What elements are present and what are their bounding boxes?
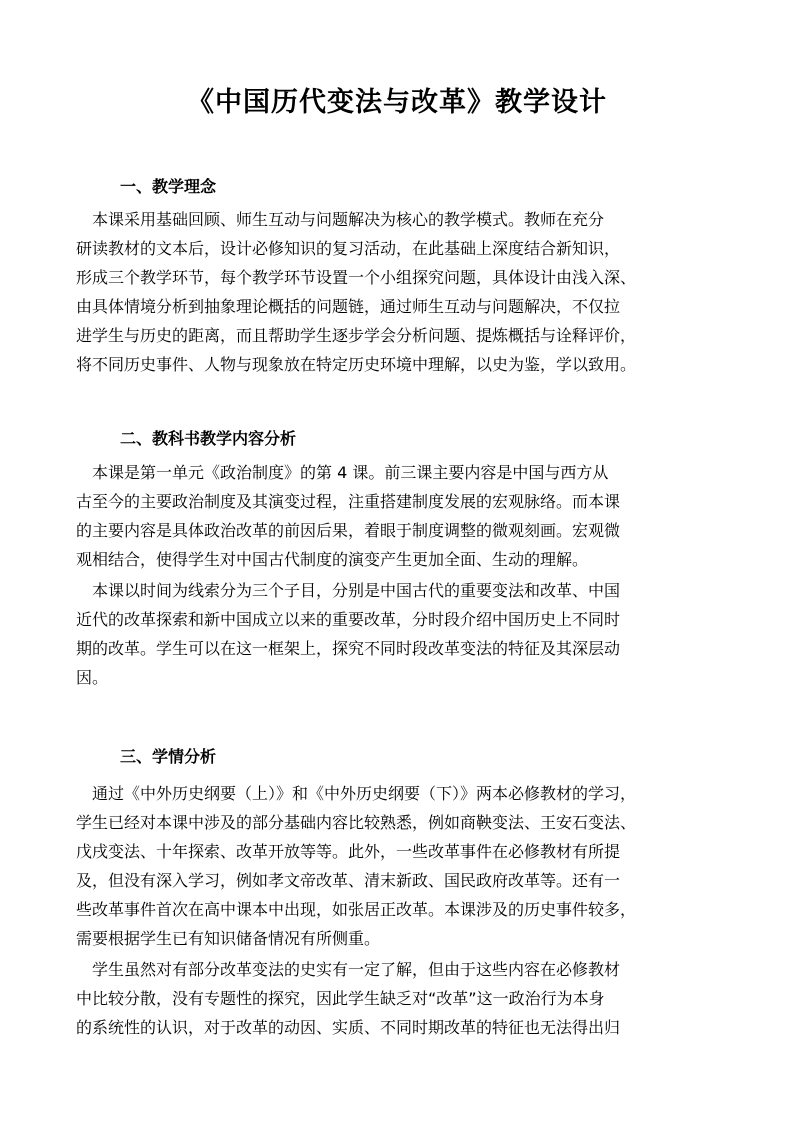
section-heading-teaching-philosophy: 一、教学理念 <box>120 177 217 196</box>
paragraph-line: 古至今的主要政治制度及其演变过程，注重搭建制度发展的宏观脉络。而本课 <box>76 492 621 511</box>
paragraph-line: 学生虽然对有部分改革变法的史实有一定了解，但由于这些内容在必修教材 <box>76 960 621 979</box>
paragraph <box>76 779 726 953</box>
paragraph-line: 观相结合，使得学生对中国古代制度的演变产生更加全面、生动的理解。 <box>76 550 589 569</box>
paragraph <box>76 458 726 574</box>
paragraph-line: 由具体情境分析到抽象理论概括的问题链，通过师生互动与问题解决，不仅拉 <box>76 297 621 316</box>
document-title: 《中国历代变法与改革》教学设计 <box>187 87 607 118</box>
paragraph-line: 本课采用基础回顾、师生互动与问题解决为核心的教学模式。教师在充分 <box>76 210 605 229</box>
paragraph-line: 中比较分散，没有专题性的探究，因此学生缺乏对“改革”这一政治行为本身 <box>76 989 605 1008</box>
paragraph-line: 期的改革。学生可以在这一框架上，探究不同时段改革变法的特征及其深层动 <box>76 639 621 658</box>
paragraph-line: 需要根据学生已有知识储备情况有所侧重。 <box>76 929 381 948</box>
paragraph-line: 本课以时间为线索分为三个子目，分别是中国古代的重要变法和改革、中国 <box>76 581 621 600</box>
paragraph-line: 的主要内容是具体政治改革的前因后果，着眼于制度调整的微观刻画。宏观微 <box>76 521 621 540</box>
paragraph-line: 本课是第一单元《政治制度》的第 4 课。前三课主要内容是中国与西方从 <box>76 463 609 482</box>
paragraph-line: 学生已经对本课中涉及的部分基础内容比较熟悉，例如商鞅变法、王安石变法、 <box>76 813 637 832</box>
paragraph-line: 进学生与历史的距离，而且帮助学生逐步学会分析问题、提炼概括与诠释评价， <box>76 326 637 345</box>
paragraph-line: 因。 <box>76 668 109 687</box>
section-heading-learner-analysis: 三、学情分析 <box>120 747 217 766</box>
paragraph-line: 些改革事件首次在高中课本中出现，如张居正改革。本课涉及的历史事件较多， <box>76 900 637 919</box>
paragraph-line: 通过《中外历史纲要（上）》和《中外历史纲要（下）》两本必修教材的学习， <box>76 784 637 803</box>
paragraph-line: 的系统性的认识，对于改革的动因、实质、不同时期改革的特征也无法得出归 <box>76 1018 621 1037</box>
paragraph-line: 研读教材的文本后，设计必修知识的复习活动，在此基础上深度结合新知识， <box>76 239 621 258</box>
paragraph-line: 将不同历史事件、人物与现象放在特定历史环境中理解，以史为鉴，学以致用。 <box>76 355 637 374</box>
paragraph <box>76 955 726 1042</box>
paragraph-line: 形成三个教学环节，每个教学环节设置一个小组探究问题，具体设计由浅入深、 <box>76 268 637 287</box>
paragraph-line: 及，但没有深入学习，例如孝文帝改革、清末新政、国民政府改革等。还有一 <box>76 871 621 890</box>
section-heading-textbook-analysis: 二、教科书教学内容分析 <box>120 429 297 448</box>
paragraph <box>76 205 726 379</box>
paragraph <box>76 576 726 692</box>
paragraph-line: 近代的改革探索和新中国成立以来的重要改革，分时段介绍中国历史上不同时 <box>76 610 621 629</box>
paragraph-line: 戊戌变法、十年探索、改革开放等等。此外，一些改革事件在必修教材有所提 <box>76 842 621 861</box>
